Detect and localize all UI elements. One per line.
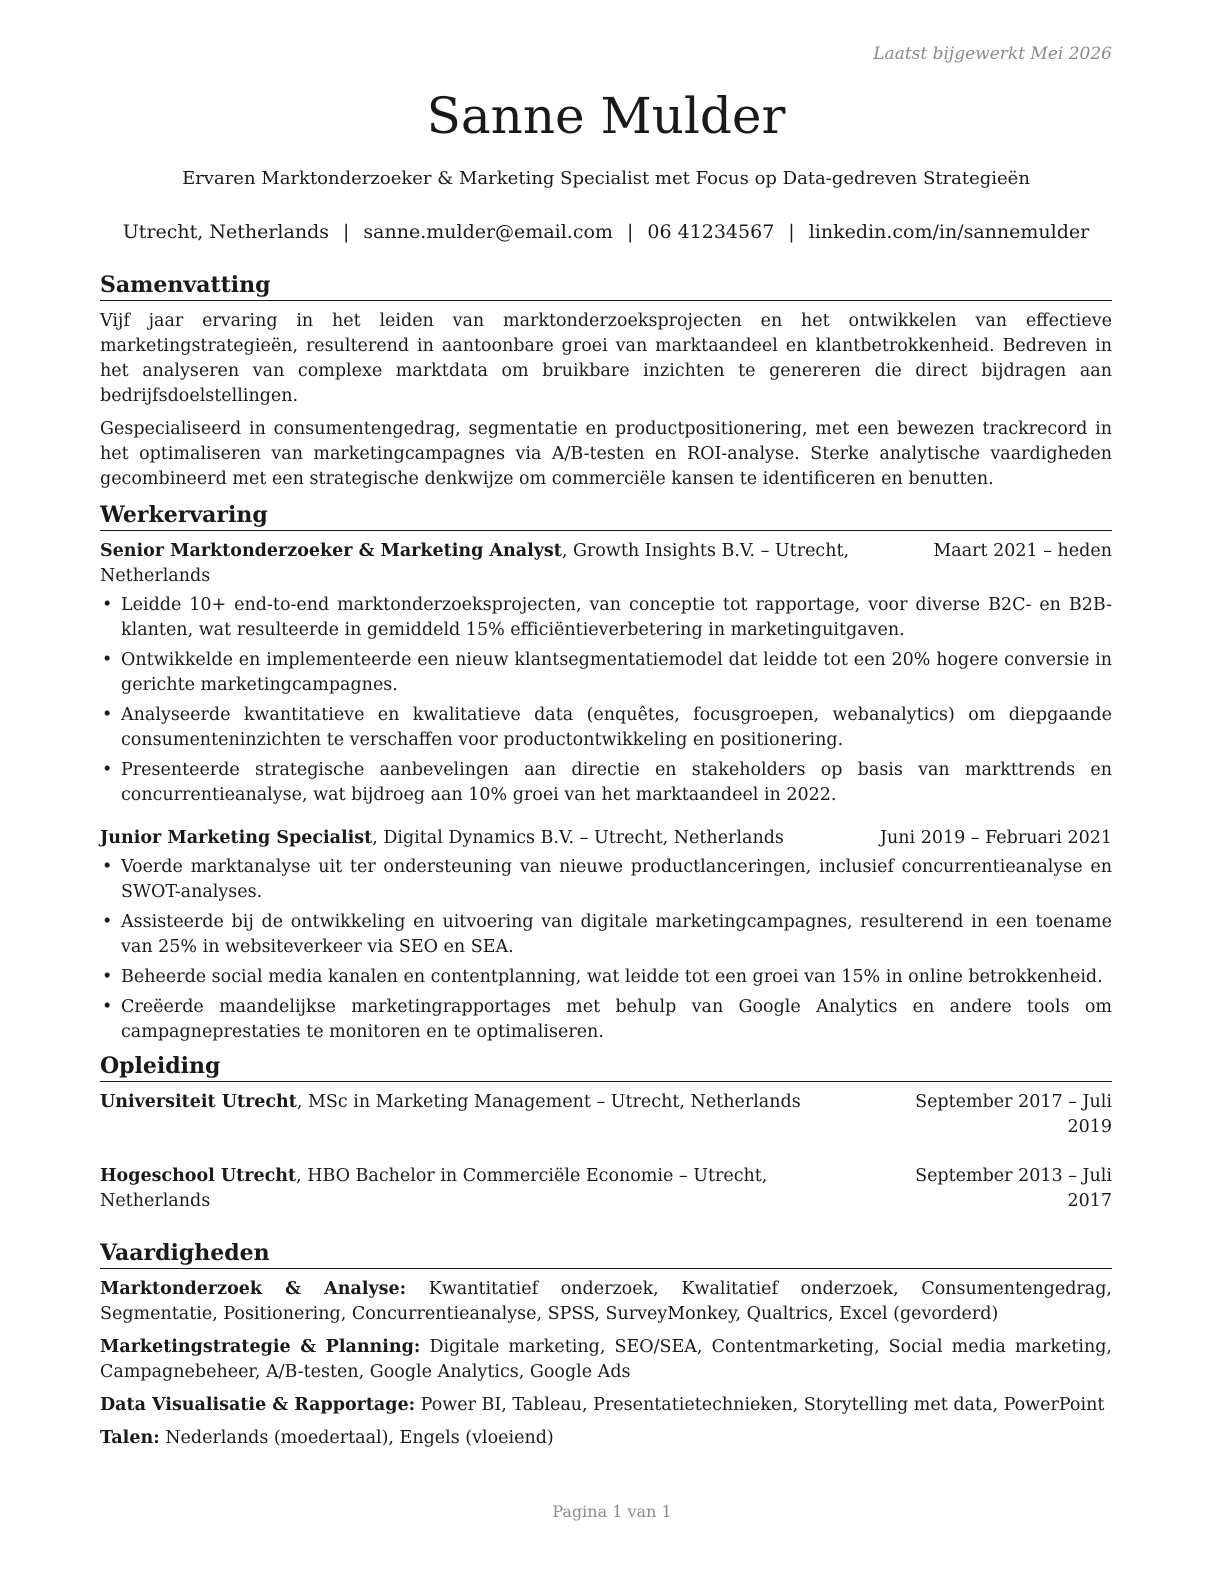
summary-paragraph: Gespecialiseerd in consumentengedrag, segmentatie en productpositionering, met een bewezen trackrecord in het optimaliseren van marketingcampagnes via A/B-testen en ROI-analyse. Sterke analytische vaardigheden gecombineerd met een strategische denkwijze om commerciële kansen te identificeren en benutten. [100,419,1112,489]
education-title-line [100,1164,860,1214]
job-title-line [100,826,880,851]
job-entry [100,826,1112,1045]
skills-section [100,1238,1112,1451]
skill-value: Digitale marketing, SEO/SEA, Contentmarketing, Social media marketing, Campagnebeheer, A/B-testen, Google Analytics, Google Ads [100,1337,1112,1382]
summary-section [100,270,1112,492]
summary-paragraph: Vijf jaar ervaring in het leiden van marktonderzoeksprojecten en het ontwikkelen van effectieve marketingstrategieën, resulterend in aantoonbare groei van marktaandeel en klantbetrokkenheid. Bedreven in het analyseren van complexe marktdata om bruikbare inzichten te genereren die direct bijdragen aan bedrijfsdoelstellingen. [100,311,1112,406]
experience-section [100,500,1112,1045]
skill-label: Data Visualisatie & Rapportage: [100,1395,416,1415]
job-entry [100,539,1112,808]
education-detail: , MSc in Marketing Management – Utrecht, Netherlands [296,1092,801,1112]
section-title-summary: Samenvatting [100,270,1112,301]
job-header [100,826,1112,851]
education-school: Universiteit Utrecht [100,1092,297,1112]
job-bullet: • Presenteerde strategische aanbevelingen aan directie en stakeholders op basis van markttrends en concurrentieanalyse, wat bijdroeg aan 10% groei van het marktaandeel in 2022. [100,758,1112,808]
skill-label: Marktonderzoek & Analyse: [100,1279,407,1299]
contact-separator: | [788,221,795,243]
job-company: , Digital Dynamics B.V. – Utrecht, Netherlands [372,828,784,848]
contact-separator: | [626,221,634,243]
contact-linkedin[interactable]: linkedin.com/in/sannemulder [808,221,1090,243]
job-role: Junior Marketing Specialist [100,828,373,848]
education-school: Hogeschool Utrecht [100,1166,297,1186]
candidate-name: Sanne Mulder [426,87,786,145]
section-title-experience: Werkervaring [100,500,1112,531]
skill-line [100,1426,1112,1451]
page-footer: Pagina 1 van 1 [552,1502,672,1521]
job-bullets [100,855,1112,1045]
skill-line [100,1335,1112,1385]
job-bullet: • Leidde 10+ end-to-end marktonderzoeksprojecten, van conceptie tot rapportage, voor diverse B2C- en B2B-klanten, wat resulteerde in gemiddeld 15% efficiëntieverbetering in marketinguitgaven. [100,593,1112,643]
section-title-skills: Vaardigheden [100,1238,1112,1269]
job-dates: Juni 2019 – Februari 2021 [879,828,1112,848]
section-title-education: Opleiding [100,1051,1112,1082]
skill-label: Talen: [100,1428,160,1448]
job-bullet: • Creëerde maandelijkse marketingrapportages met behulp van Google Analytics en andere tools om campagneprestaties te monitoren en te optimaliseren. [100,995,1112,1045]
contact-separator: | [343,221,350,243]
job-bullet: • Ontwikkelde en implementeerde een nieuw klantsegmentatiemodel dat leidde tot een 20% hogere conversie in gerichte marketingcampagnes. [100,648,1112,698]
job-dates: Maart 2021 – heden [933,541,1112,561]
job-bullet: • Analyseerde kwantitatieve en kwalitatieve data (enquêtes, focusgroepen, webanalytics) om diepgaande consumenteninzichten te verschaffen voor productontwikkeling en positionering. [100,703,1112,753]
skill-line [100,1393,1112,1418]
contact-email[interactable]: sanne.mulder@email.com [363,221,613,243]
contact-line [100,218,1112,246]
last-updated: Laatst bijgewerkt Mei 2026 [873,44,1112,64]
skill-value: Power BI, Tableau, Presentatietechnieken, Storytelling met data, PowerPoint [415,1395,1105,1415]
education-title-line [100,1090,860,1140]
job-header [100,539,1112,589]
education-dates: September 2017 – Juli 2019 [915,1092,1112,1137]
skill-label: Marketingstrategie & Planning: [100,1337,421,1357]
job-role: Senior Marktonderzoeker & Marketing Analyst [100,541,562,561]
skill-value: Nederlands (moedertaal), Engels (vloeiend) [159,1428,554,1448]
job-company: , Growth Insights B.V. – Utrecht, Netherlands [100,541,850,586]
job-bullets [100,593,1112,808]
job-bullet: • Beheerde social media kanalen en contentplanning, wat leidde tot een groei van 15% in online betrokkenheid. [100,965,1112,990]
education-detail: , HBO Bachelor in Commerciële Economie – Utrecht, Netherlands [100,1166,768,1211]
job-bullet: • Assisteerde bij de ontwikkeling en uitvoering van digitale marketingcampagnes, resulterend in een toename van 25% in websiteverkeer via SEO en SEA. [100,910,1112,960]
contact-phone: 06 41234567 [647,221,775,243]
job-bullet: • Voerde marktanalyse uit ter ondersteuning van nieuwe productlanceringen, inclusief concurrentieanalyse en SWOT-analyses. [100,855,1112,905]
education-entry [100,1090,1112,1140]
skill-value: Kwantitatief onderzoek, Kwalitatief onderzoek, Consumentengedrag, Segmentatie, Positionering, Concurrentieanalyse, SPSS, SurveyMonkey, Qualtrics, Excel (gevorderd) [100,1279,1112,1324]
contact-location: Utrecht, Netherlands [122,221,329,243]
skill-line [100,1277,1112,1327]
resume-body [100,270,1112,1459]
education-section [100,1051,1112,1214]
job-title-line [100,539,900,589]
education-dates: September 2013 – Juli 2017 [915,1166,1112,1211]
headline: Ervaren Marktonderzoeker & Marketing Specialist met Focus op Data-gedreven Strategieën [182,168,1030,189]
education-entry [100,1164,1112,1214]
